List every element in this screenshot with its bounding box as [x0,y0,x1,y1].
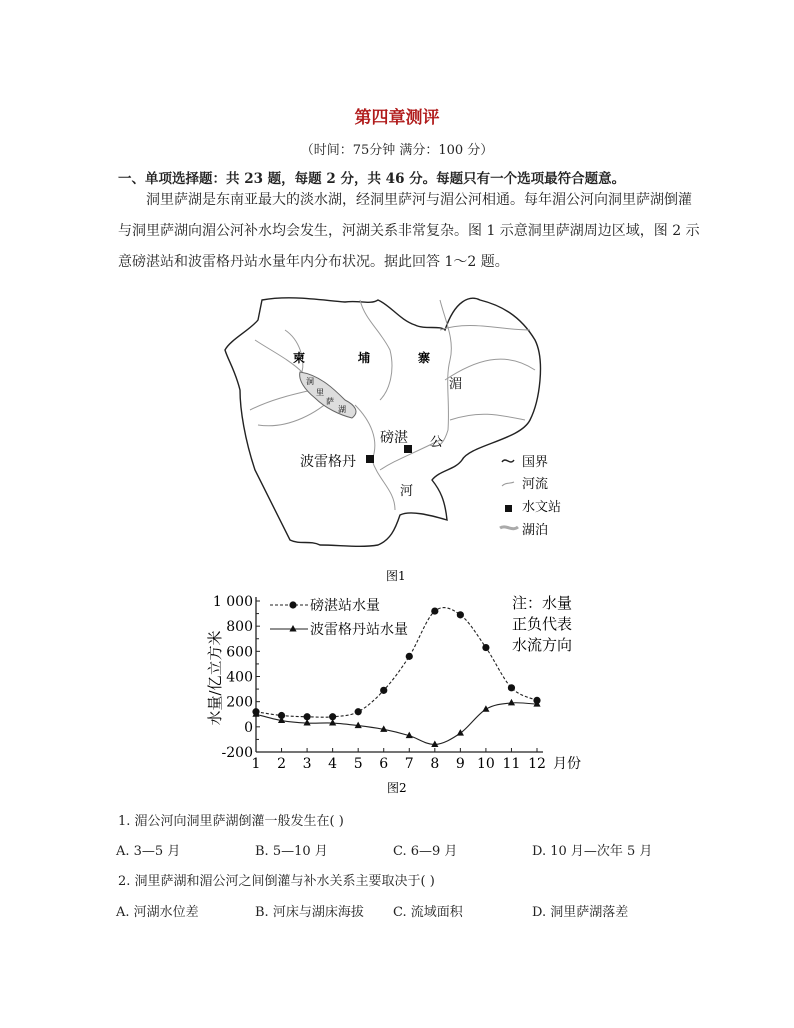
legend-label: 湖泊 [522,523,549,538]
country-label: 寨 [418,351,431,365]
y-axis-label: 水量/亿立方米 [206,630,224,726]
series-2-point [303,719,310,726]
series-1-point [406,653,413,660]
series-line-2 [256,703,537,745]
q1-option-c[interactable]: C. 6—9 月 [393,844,458,859]
x-tick-label: 5 [353,756,363,772]
series-1-point [508,684,515,691]
q1-option-d[interactable]: D. 10 月—次年 5 月 [532,844,653,859]
x-tick-label: 9 [455,756,465,772]
legend-label: 磅湛站水量 [310,598,380,614]
station-legend-icon [505,505,512,512]
y-tick-label: -200 [221,745,253,761]
river-legend-icon [502,482,514,486]
series-1-point [457,611,464,618]
series-1-point [431,607,438,614]
y-tick-label: 600 [226,644,253,661]
q2-option-d[interactable]: D. 洞里萨湖落差 [532,905,629,920]
legend-marker-1 [289,601,296,608]
q2-option-c[interactable]: C. 流域面积 [393,905,463,920]
series-1-point [380,687,387,694]
x-tick-label: 1 [251,756,261,772]
legend-label: 国界 [522,455,549,470]
x-axis-label: 月份 [553,756,581,772]
chart-note: 注：水量 [512,594,573,612]
station-marker [366,455,374,463]
paragraph-line: 意磅湛站和波雷格丹站水量年内分布状况。据此回答 1～2 题。 [118,254,509,270]
x-tick-label: 2 [277,756,287,772]
figure-1-caption: 图1 [386,569,406,583]
series-2-point [508,699,515,706]
q1-option-a[interactable]: A. 3—5 月 [116,844,181,859]
question-2-stem: 2. 洞里萨湖和湄公河之间倒灌与补水关系主要取决于( ) [118,874,435,889]
lake-label: 洞 [306,377,314,386]
national-border [225,298,540,546]
x-tick-label: 12 [528,756,546,772]
legend-marker-2 [289,625,296,632]
station-label: 波雷格丹 [300,454,356,470]
river-label: 公 [430,435,444,450]
figure-2-chart [206,594,581,795]
lake-label: 湖 [338,405,346,414]
series-2-point [457,729,464,736]
y-tick-label: 800 [226,619,253,636]
y-tick-label: 400 [226,669,253,686]
legend-label: 波雷格丹站水量 [310,622,408,638]
border-legend-icon [502,460,514,462]
x-tick-label: 8 [430,756,440,772]
rivers [250,300,535,510]
country-label: 埔 [358,351,371,365]
x-tick-label: 6 [379,756,389,772]
river-label: 湄 [449,377,463,392]
series-2-point [329,719,336,726]
chart-note: 水流方向 [512,636,573,654]
series-1-point [355,708,362,715]
chart-note: 正负代表 [512,615,573,633]
legend-label: 水文站 [522,500,562,515]
q2-option-a[interactable]: A. 河湖水位差 [116,905,199,920]
paragraph-line: 与洞里萨湖向湄公河补水均会发生，河湖关系非常复杂。图 1 示意洞里萨湖周边区域，图 2 示 [118,223,700,239]
x-tick-label: 4 [328,756,338,772]
river-label: 河 [400,484,414,499]
country-label: 柬 [293,351,306,365]
section-header: 一、单项选择题：共 23 题，每题 2 分，共 46 分。每题只有一个选项最符合题意。 [118,171,626,187]
lake-label: 里 [316,388,324,397]
x-tick-label: 7 [404,756,414,772]
station-label: 磅湛 [380,430,408,446]
y-tick-label: 0 [244,719,253,736]
question-1-stem: 1. 湄公河向洞里萨湖倒灌一般发生在( ) [118,814,344,829]
x-tick-label: 10 [476,756,495,772]
lake-legend-icon [500,527,518,529]
paragraph-line: 洞里萨湖是东南亚最大的淡水湖，经洞里萨河与湄公河相通。每年湄公河向洞里萨湖倒灌 [146,192,692,208]
x-tick-label: 3 [302,756,312,772]
page-title: 第四章测评 [354,108,440,128]
figure-2-caption: 图2 [387,781,407,795]
station-marker [404,445,412,453]
exam-info: （时间：75分钟 满分：100 分） [300,143,494,158]
q2-option-b[interactable]: B. 河床与湖床海拔 [255,905,364,920]
q1-option-b[interactable]: B. 5—10 月 [255,844,328,859]
series-1-point [482,644,489,651]
lake-label: 萨 [326,397,334,406]
x-tick-label: 11 [502,756,521,772]
y-tick-label: 200 [226,694,253,711]
y-tick-label: 1 000 [212,594,253,610]
legend-label: 河流 [522,477,549,492]
